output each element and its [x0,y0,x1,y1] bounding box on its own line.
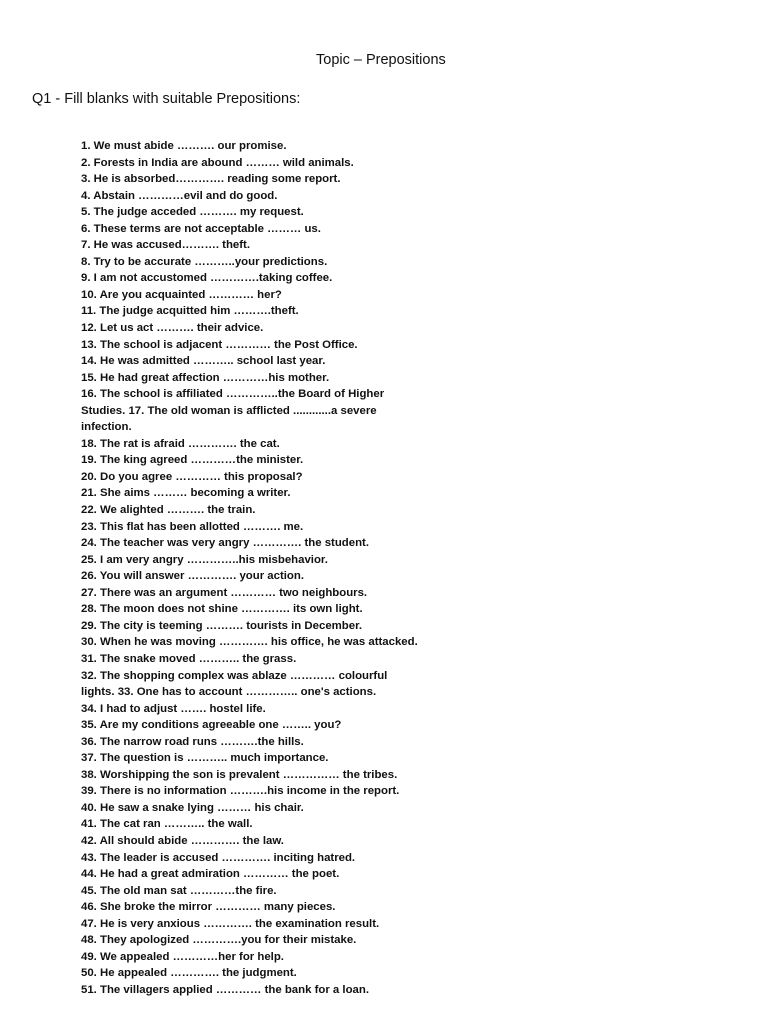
exercise-list [81,138,421,998]
exercise-item: 22. We alighted ………. the train. [81,504,256,517]
exercise-item: 10. Are you acquainted ………… her? [81,288,282,301]
exercise-item: 48. They apologized ………….you for their mistake. [81,934,357,947]
exercise-item: 39. There is no information ……….his income in the report. [81,785,400,798]
exercise-item: 49. We appealed …………her for help. [81,950,284,963]
exercise-item: 29. The city is teeming ………. tourists in December. [81,619,363,632]
exercise-item: 20. Do you agree ………… this proposal? [81,470,303,483]
exercise-item: 36. The narrow road runs ……….the hills. [81,735,304,748]
exercise-item: 19. The king agreed …………the minister. [81,454,304,467]
exercise-item: 11. The judge acquitted him ……….theft. [81,305,299,318]
exercise-item: 16. The school is affiliated …………..the Board of Higher Studies. 17. The old woman is afflicted ............a severe infection. [81,388,385,434]
exercise-item: 1. We must abide ………. our promise. [81,140,287,152]
exercise-item: 34. I had to adjust ……. hostel life. [81,702,266,715]
page-title: Topic – Prepositions [316,52,446,68]
exercise-item: 43. The leader is accused …………. inciting hatred. [81,851,356,864]
exercise-item: 3. He is absorbed…………. reading some report. [81,173,341,186]
exercise-item: 46. She broke the mirror ………… many pieces. [81,901,336,914]
exercise-item: 28. The moon does not shine …………. its own light. [81,603,363,616]
exercise-item: 35. Are my conditions agreeable one …….. you? [81,719,342,732]
exercise-item: 8. Try to be accurate ………..your predictions. [81,255,328,268]
exercise-item: 2. Forests in India are abound ……… wild animals. [81,156,354,169]
exercise-item: 26. You will answer …………. your action. [81,570,305,583]
exercise-item: 40. He saw a snake lying ……… his chair. [81,801,304,814]
exercise-item: 30. When he was moving …………. his office, he was attacked. 31. The snake moved ……….. the grass. [81,636,418,665]
exercise-item: 5. The judge acceded ………. my request. [81,206,304,219]
exercise-item: 37. The question is ……….. much importance. [81,752,329,765]
exercise-item: 45. The old man sat …………the fire. [81,884,277,897]
exercise-item: 13. The school is adjacent ………… the Post Office. [81,338,358,351]
exercise-item: 38. Worshipping the son is prevalent …………… the tribes. [81,768,398,781]
exercise-item: 7. He was accused………. theft. [81,239,251,252]
exercise-item: 25. I am very angry …………..his misbehavior. [81,553,328,566]
exercise-item: 12. Let us act ………. their advice. [81,322,264,335]
exercise-item: 51. The villagers applied ………… the bank for a loan. [81,983,369,996]
exercise-item: 23. This flat has been allotted ………. me. [81,520,304,533]
exercise-item: 47. He is very anxious …………. the examination result. [81,917,380,930]
exercise-item: 41. The cat ran ……….. the wall. [81,818,253,831]
exercise-item: 32. The shopping complex was ablaze ………… colourful lights. 33. One has to account ………….. one's actions. [81,669,388,699]
question-heading: Q1 - Fill blanks with suitable Prepositions: [32,91,301,107]
exercise-item: 27. There was an argument ………… two neighbours. [81,586,368,599]
exercise-item: 42. All should abide …………. the law. [81,834,284,847]
exercise-item: 18. The rat is afraid …………. the cat. [81,437,280,450]
exercise-item: 15. He had great affection …………his mother. [81,371,330,384]
exercise-item: 21. She aims ……… becoming a writer. [81,487,291,500]
exercise-item: 4. Abstain …………evil and do good. [81,189,278,202]
exercise-item: 50. He appealed …………. the judgment. [81,967,297,980]
exercise-item: 44. He had a great admiration ………… the poet. [81,868,340,881]
exercise-item: 24. The teacher was very angry …………. the student. [81,537,370,550]
exercise-item: 6. These terms are not acceptable ……… us. [81,222,321,235]
exercise-item: 9. I am not accustomed ………….taking coffee. [81,272,333,285]
exercise-item: 14. He was admitted ……….. school last year. [81,355,326,368]
